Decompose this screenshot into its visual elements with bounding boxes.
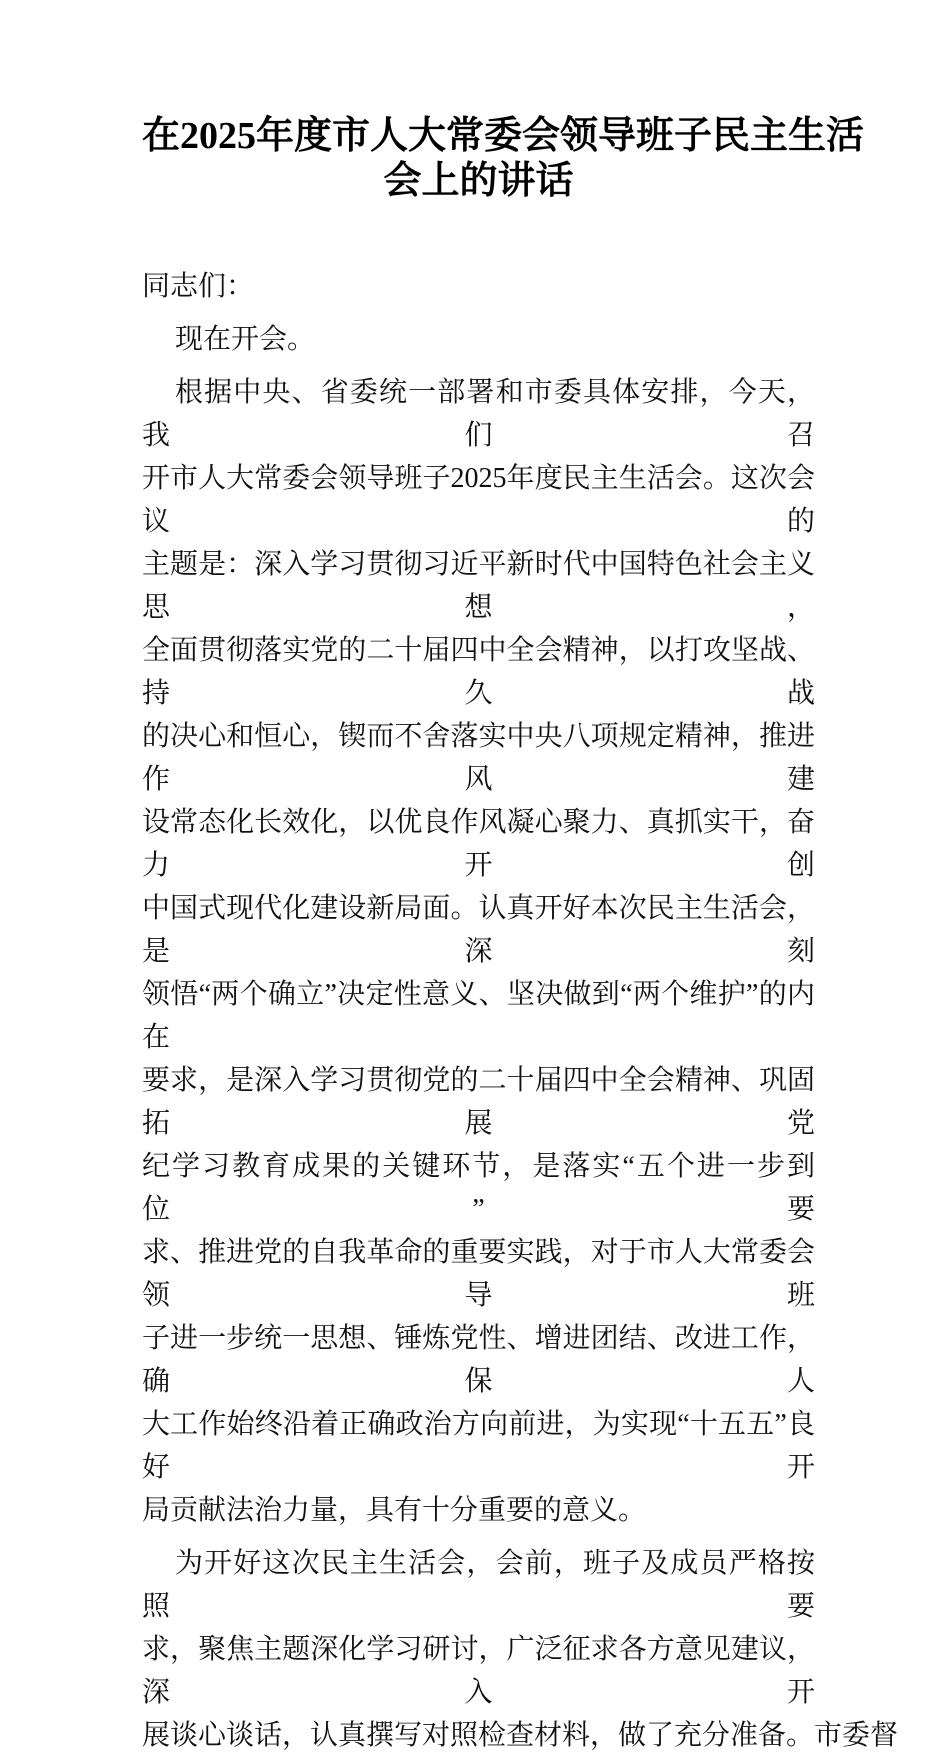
text-line: 设常态化长效化，以优良作风凝心聚力、真抓实干，奋力开创	[142, 807, 815, 881]
text-line: 领悟“两个确立”决定性意义、坚决做到“两个维护”的内在	[142, 979, 815, 1053]
paragraph	[142, 371, 815, 1532]
paragraph	[142, 1542, 899, 1757]
paragraph	[142, 265, 815, 308]
text-line: 开市人大常委会领导班子2025年度民主生活会。这次会议的	[142, 463, 815, 537]
text-line: 要求，是深入学习贯彻党的二十届四中全会精神、巩固拓展党	[142, 1065, 815, 1139]
text-line: 纪学习教育成果的关键环节，是落实“五个进一步到位”要	[142, 1151, 815, 1225]
text-line: 根据中央、省委统一部署和市委具体安排，今天，我们召	[142, 377, 815, 451]
text-line: 现在开会。	[175, 324, 316, 355]
text-line: 子进一步统一思想、锤炼党性、增进团结、改进工作，确保人	[142, 1323, 815, 1397]
text-line: 中国式现代化建设新局面。认真开好本次民主生活会，是深刻	[142, 893, 815, 967]
text-line: 全面贯彻落实党的二十届四中全会精神，以打攻坚战、持久战	[142, 635, 815, 709]
text-line: 主题是：深入学习贯彻习近平新时代中国特色社会主义思想，	[142, 549, 815, 623]
text-line: 求、推进党的自我革命的重要实践，对于市人大常委会领导班	[142, 1237, 815, 1311]
text-line: 展谈心谈话，认真撰写对照检查材料，做了充分准备。市委督	[142, 1720, 899, 1751]
text-line: 的决心和恒心，锲而不舍落实中央八项规定精神，推进作风建	[142, 721, 815, 795]
text-line: 为开好这次民主生活会，会前，班子及成员严格按照要	[142, 1548, 815, 1622]
text-line: 大工作始终沿着正确政治方向前进，为实现“十五五”良好开	[142, 1409, 815, 1483]
document-body	[142, 265, 899, 1757]
text-line: 求，聚焦主题深化学习研讨，广泛征求各方意见建议，深入开	[142, 1634, 815, 1708]
title-line: 在2025年度市人大常委会领导班子民主生活	[142, 115, 865, 157]
text-line: 局贡献法治力量，具有十分重要的意义。	[142, 1495, 647, 1526]
title-line: 会上的讲话	[383, 160, 574, 202]
paragraph	[142, 318, 815, 361]
text-line: 同志们：	[142, 271, 255, 302]
document-title	[142, 114, 865, 204]
